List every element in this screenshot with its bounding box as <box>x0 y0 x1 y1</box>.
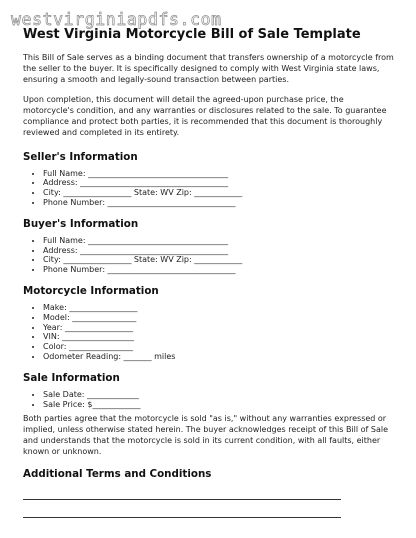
buyer-field-list <box>23 236 395 275</box>
buyer-full-name-field[interactable]: • Full Name: ___________________________________ <box>43 236 395 246</box>
motorcycle-odometer-field[interactable]: • Odometer Reading: _______ miles <box>43 352 395 362</box>
motorcycle-vin-field[interactable]: • VIN: __________________ <box>43 332 395 342</box>
sale-heading: Sale Information <box>23 371 120 384</box>
seller-address-field[interactable]: • Address: _____________________________________ <box>43 178 395 188</box>
sale-price-field[interactable]: • Sale Price: $____________ <box>43 400 395 410</box>
seller-phone-field[interactable]: • Phone Number: ________________________________ <box>43 198 395 208</box>
motorcycle-color-field[interactable]: • Color: ________________ <box>43 342 395 352</box>
motorcycle-heading: Motorcycle Information <box>23 284 159 297</box>
document-page <box>23 27 395 518</box>
seller-full-name-field[interactable]: • Full Name: ___________________________________ <box>43 169 395 179</box>
sale-field-list <box>23 390 395 410</box>
buyer-phone-field[interactable]: • Phone Number: ________________________________ <box>43 265 395 275</box>
terms-line-1[interactable] <box>23 499 341 500</box>
buyer-city-state-zip-field[interactable]: • City: _________________ State: WV Zip: ____________ <box>43 255 395 265</box>
intro-paragraph-2: Upon completion, this document will detail the agreed-upon purchase price, the motorcycle's condition, and any warranties or disclosures related to the sale. To guarantee compliance and protect both parties, it is recommended that this document is thoroughly reviewed and completed in its entirety. <box>23 95 387 137</box>
motorcycle-field-list <box>23 303 395 362</box>
agreement-paragraph: Both parties agree that the motorcycle is sold "as is," without any warranties expressed or implied, unless otherwise stated herein. The buyer acknowledges receipt of this Bill of Sale and understands that the motorcycle is sold in its current condition, with all faults, either known or unknown. <box>23 414 389 456</box>
intro-paragraph-1: This Bill of Sale serves as a binding document that transfers ownership of a motorcycle from the seller to the buyer. It is specifically designed to comply with West Virginia state laws, ensuring a smooth and legally-sound transaction between parties. <box>23 53 394 84</box>
buyer-address-field[interactable]: • Address: _____________________________________ <box>43 246 395 256</box>
document-title: West Virginia Motorcycle Bill of Sale Template <box>23 27 361 42</box>
terms-heading: Additional Terms and Conditions <box>23 467 212 480</box>
motorcycle-model-field[interactable]: • Model: ________________ <box>43 313 395 323</box>
terms-line-2[interactable] <box>23 517 341 518</box>
motorcycle-year-field[interactable]: • Year: _________________ <box>43 323 395 333</box>
sale-date-field[interactable]: • Sale Date: _____________ <box>43 390 395 400</box>
seller-field-list <box>23 169 395 208</box>
seller-heading: Seller's Information <box>23 150 138 163</box>
buyer-heading: Buyer's Information <box>23 217 139 230</box>
motorcycle-make-field[interactable]: • Make: _________________ <box>43 303 395 313</box>
watermark: westvirginiapdfs.com <box>11 10 222 29</box>
seller-city-state-zip-field[interactable]: • City: _________________ State: WV Zip: ____________ <box>43 188 395 198</box>
